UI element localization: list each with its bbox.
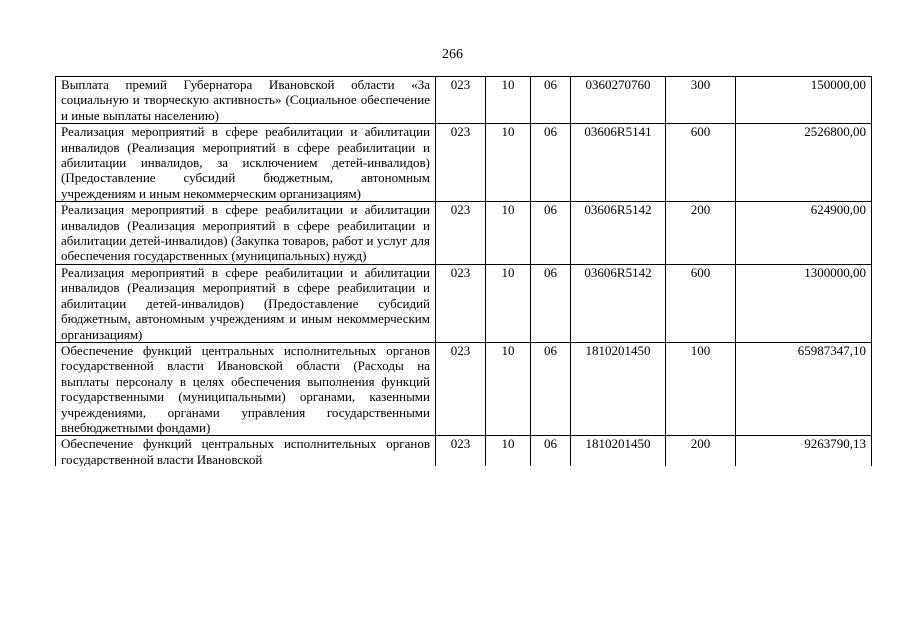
- expense-type-code: 300: [666, 77, 736, 124]
- amount: 9263790,13: [736, 436, 872, 467]
- target-article-code: 03606R5142: [571, 202, 666, 265]
- ministry-code: 023: [436, 342, 486, 435]
- table-row: [56, 124, 872, 202]
- amount: 624900,00: [736, 202, 872, 265]
- table-row: [56, 342, 872, 435]
- target-article-code: 1810201450: [571, 342, 666, 435]
- subsection-code: 06: [531, 77, 571, 124]
- expense-type-code: 600: [666, 264, 736, 342]
- target-article-code: 1810201450: [571, 436, 666, 467]
- expense-description-cell: [56, 436, 436, 467]
- amount: 65987347,10: [736, 342, 872, 435]
- table-row: [56, 264, 872, 342]
- amount: 150000,00: [736, 77, 872, 124]
- expense-description: Выплата премий Губернатора Ивановской области «За социальную и творческую активность» (Социальное обеспечение и иные выплаты населению): [56, 77, 436, 124]
- ministry-code: 023: [436, 264, 486, 342]
- section-code: 10: [486, 436, 531, 467]
- ministry-code: 023: [436, 436, 486, 467]
- expense-description: Реализация мероприятий в сфере реабилитации и абилитации инвалидов (Реализация мероприятий в сфере реабилитации и абилитации детей-инвалидов) (Закупка товаров, работ и услуг для обеспечения государственных (муниципальных) нужд): [56, 202, 436, 265]
- table-row: [56, 77, 872, 124]
- page-number: 266: [442, 47, 463, 62]
- expense-type-code: 200: [666, 436, 736, 467]
- table-row: [56, 202, 872, 265]
- section-code: 10: [486, 342, 531, 435]
- section-code: 10: [486, 77, 531, 124]
- target-article-code: 03606R5142: [571, 264, 666, 342]
- section-code: 10: [486, 124, 531, 202]
- expense-description: Реализация мероприятий в сфере реабилитации и абилитации инвалидов (Реализация мероприятий в сфере реабилитации и абилитации инвалидов, за исключением детей-инвалидов) (Предоставление субсидий бюджетным, автономным учреждениям и иным некоммерческим организациям): [56, 124, 436, 202]
- amount: 1300000,00: [736, 264, 872, 342]
- target-article-code: 03606R5141: [571, 124, 666, 202]
- target-article-code: 0360270760: [571, 77, 666, 124]
- table-row: [56, 436, 872, 467]
- expense-description: Обеспечение функций центральных исполнительных органов государственной власти Ивановской: [61, 436, 430, 467]
- amount: 2526800,00: [736, 124, 872, 202]
- subsection-code: 06: [531, 342, 571, 435]
- expense-type-code: 200: [666, 202, 736, 265]
- budget-table: [55, 76, 872, 466]
- subsection-code: 06: [531, 436, 571, 467]
- ministry-code: 023: [436, 124, 486, 202]
- expense-description: Реализация мероприятий в сфере реабилитации и абилитации инвалидов (Реализация мероприятий в сфере реабилитации и абилитации детей-инвалидов) (Предоставление субсидий бюджетным, автономным учреждениям и иным некоммерческим организациям): [56, 264, 436, 342]
- subsection-code: 06: [531, 202, 571, 265]
- subsection-code: 06: [531, 264, 571, 342]
- section-code: 10: [486, 202, 531, 265]
- expense-type-code: 600: [666, 124, 736, 202]
- ministry-code: 023: [436, 77, 486, 124]
- ministry-code: 023: [436, 202, 486, 265]
- expense-type-code: 100: [666, 342, 736, 435]
- section-code: 10: [486, 264, 531, 342]
- subsection-code: 06: [531, 124, 571, 202]
- expense-description: Обеспечение функций центральных исполнительных органов государственной власти Ивановской области (Расходы на выплаты персоналу в целях обеспечения выполнения функций государственными (муниципальными) органами, казенными учреждениями, органами управления государственными внебюджетными фондами): [56, 342, 436, 435]
